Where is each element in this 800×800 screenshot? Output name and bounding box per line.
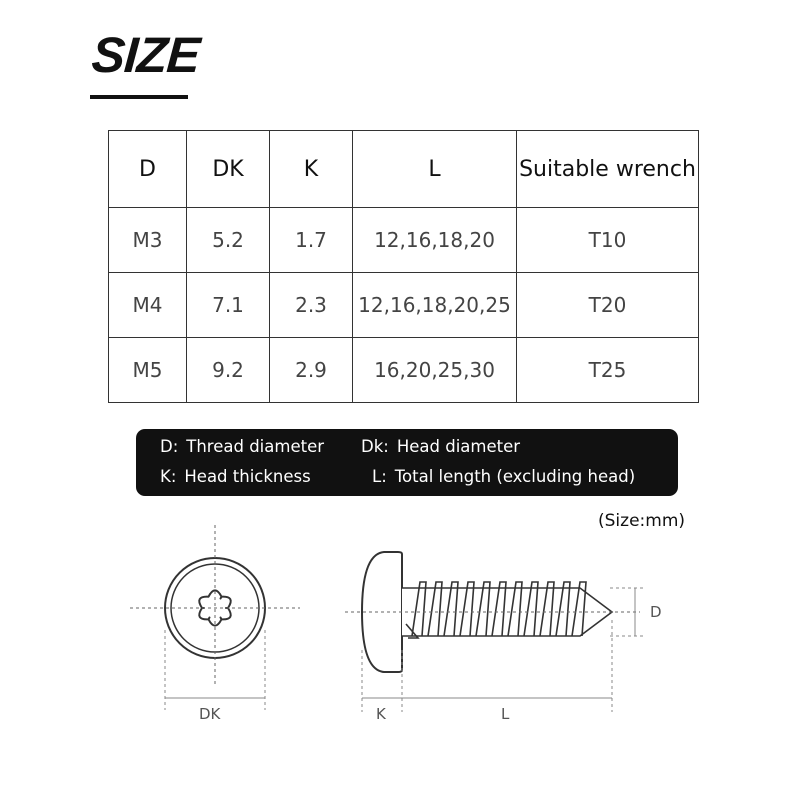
legend-key-d: D: bbox=[160, 437, 179, 456]
header-d: D bbox=[109, 131, 187, 208]
k-label: K bbox=[376, 705, 386, 723]
cell-dk: 7.1 bbox=[187, 273, 270, 338]
unit-note: (Size:mm) bbox=[598, 511, 686, 531]
legend-item-k bbox=[160, 467, 311, 486]
cell-d: M5 bbox=[109, 338, 187, 403]
cell-k: 2.9 bbox=[270, 338, 353, 403]
header-dk: DK bbox=[187, 131, 270, 208]
screw-head-top-view bbox=[120, 520, 310, 730]
cell-k: 2.3 bbox=[270, 273, 353, 338]
legend-key-k: K: bbox=[160, 467, 177, 486]
legend-item-dk bbox=[361, 437, 520, 456]
cell-dk: 9.2 bbox=[187, 338, 270, 403]
header-wrench: Suitable wrench bbox=[517, 131, 699, 208]
legend-value-l: Total length (excluding head) bbox=[394, 467, 636, 486]
cell-d: M3 bbox=[109, 208, 187, 273]
size-table bbox=[108, 130, 699, 403]
cell-wrench: T25 bbox=[517, 338, 699, 403]
legend-key-l: L: bbox=[372, 467, 387, 486]
table-row bbox=[109, 338, 699, 403]
legend-panel bbox=[136, 429, 678, 496]
cell-dk: 5.2 bbox=[187, 208, 270, 273]
table-row bbox=[109, 273, 699, 338]
d-label: D bbox=[650, 603, 662, 621]
page-title: SIZE bbox=[90, 27, 202, 83]
legend-value-d: Thread diameter bbox=[186, 437, 325, 456]
header-l: L bbox=[353, 131, 517, 208]
table-header-row bbox=[109, 131, 699, 208]
cell-l: 12,16,18,20 bbox=[353, 208, 517, 273]
cell-wrench: T20 bbox=[517, 273, 699, 338]
legend-value-k: Head thickness bbox=[184, 467, 311, 486]
legend-value-dk: Head diameter bbox=[396, 437, 521, 456]
l-label: L bbox=[501, 705, 510, 723]
dk-label: DK bbox=[199, 705, 221, 723]
screw-side-view bbox=[340, 530, 680, 730]
table-row bbox=[109, 208, 699, 273]
legend-item-d bbox=[160, 437, 324, 456]
legend-item-l bbox=[372, 467, 635, 486]
cell-wrench: T10 bbox=[517, 208, 699, 273]
cell-d: M4 bbox=[109, 273, 187, 338]
cell-k: 1.7 bbox=[270, 208, 353, 273]
legend-key-dk: Dk: bbox=[361, 437, 389, 456]
cell-l: 12,16,18,20,25 bbox=[353, 273, 517, 338]
header-k: K bbox=[270, 131, 353, 208]
cell-l: 16,20,25,30 bbox=[353, 338, 517, 403]
title-underline bbox=[90, 95, 188, 99]
